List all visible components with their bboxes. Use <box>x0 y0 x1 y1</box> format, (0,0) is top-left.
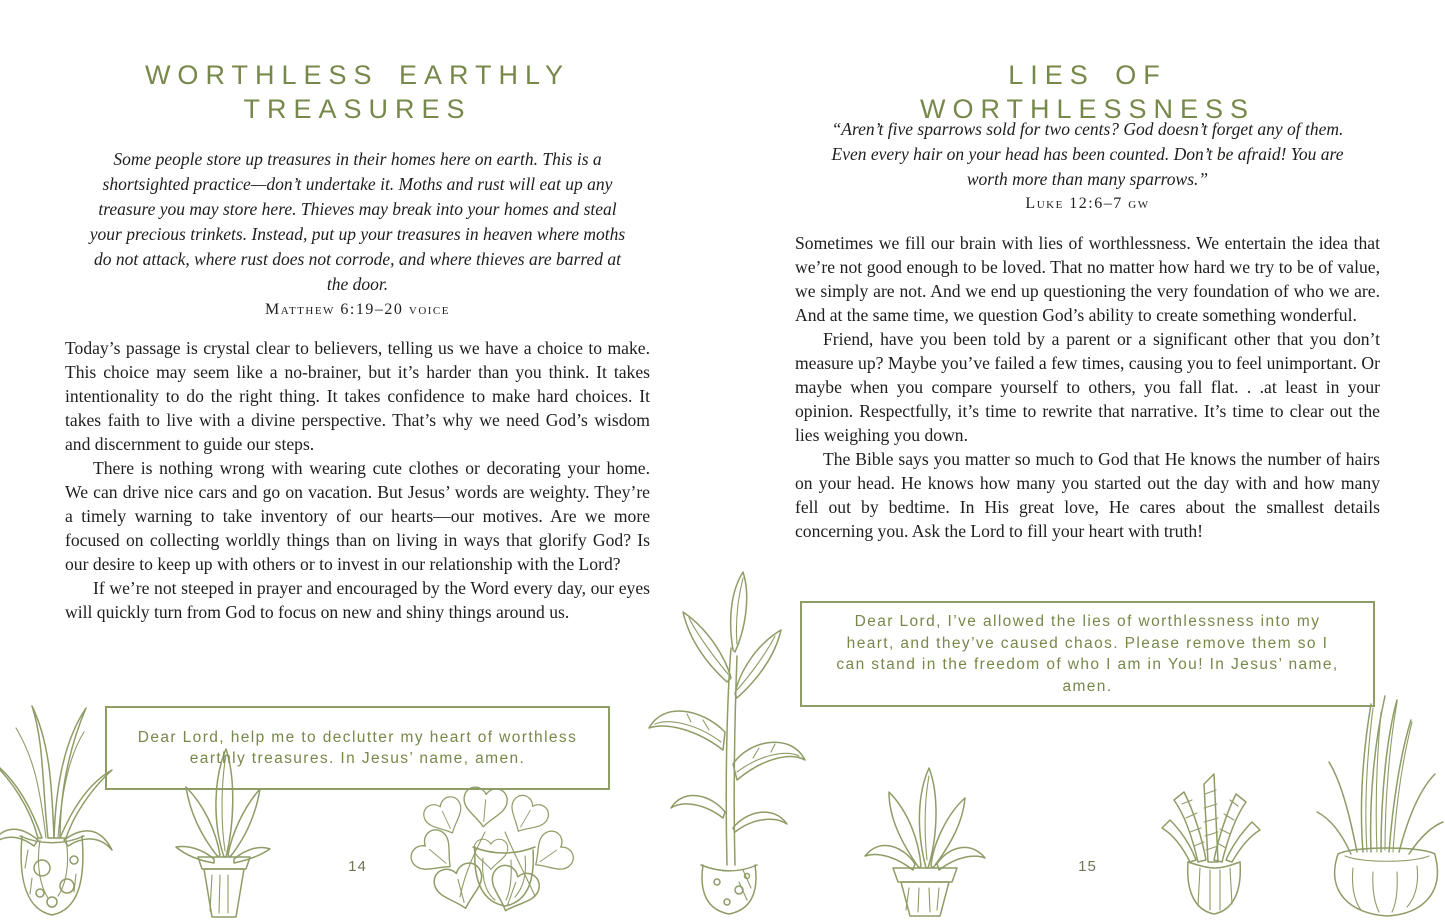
paragraph: Friend, have you been told by a parent or a significant other that you don’t measure up? Maybe you’ve failed a few times, causing you to feel unimportant. Or maybe when you compare yourself to others, you fall flat. . .at least in your opinion. Respectfully, it’s time to rewrite that narrative. It’s time to clear out the lies weighing you down. <box>795 329 1380 445</box>
paragraph: The Bible says you matter so much to God that He knows the number of hairs on your head. He knows how many you started out the day with and how many fell out by bedtime. In His great love, He cares about the smallest details concerning you. Ask the Lord to fill your heart with truth! <box>795 449 1380 541</box>
right-prayer-text: Dear Lord, I’ve allowed the lies of worthlessness into my heart, and they’ve caused chaos. Please remove them so I can stand in the freedom of who I am in You! In Jesus’ name, amen. <box>836 613 1339 695</box>
paragraph: There is nothing wrong with wearing cute clothes or decorating your home. We can drive nice cars and go on vacation. But Jesus’ words are weighty. They’re a timely warning to take inventory of our hearts—our motives. Are we more focused on collecting worldly things than on living in ways that glorify God? Is our desire to keep up with others or to invest in our relationship with the Lord? <box>65 458 650 574</box>
paragraph: If we’re not steeped in prayer and encouraged by the Word every day, our eyes will quickly turn from God to focus on new and shiny things around us. <box>65 578 650 622</box>
left-page-number: 14 <box>348 858 367 875</box>
right-body-text <box>795 231 1380 543</box>
pothos-plant-illustration <box>415 792 570 920</box>
right-page-title: LIES OF WORTHLESSNESS <box>919 60 1256 124</box>
dieffenbachia-plant-illustration <box>643 570 808 920</box>
left-page-title: WORTHLESS EARTHLY TREASURES <box>144 60 571 124</box>
broadleaf-plant-illustration <box>843 752 993 920</box>
right-scripture-epigraph: “Aren’t five sparrows sold for two cents? God doesn’t forget any of them. Even every hair on your head has been counted. Don’t be afraid! You are worth more than many sparrows.” <box>831 119 1344 189</box>
left-scripture-epigraph: Some people store up treasures in their homes here on earth. This is a shortsighted practice—don’t undertake it. Moths and rust will eat up any treasure you may store here. Thieves may break into your homes and steal your precious trinkets. Instead, put up your treasures in heaven where moths do not attack, where rust does not corrode, and where thieves are barred at the door. <box>89 149 626 294</box>
snake-plant-illustration <box>1293 692 1443 920</box>
paragraph: Sometimes we fill our brain with lies of worthlessness. We entertain the idea that we’re not good enough to be loved. That no matter how hard we try to be of value, we simply are not. And we end up questioning the very foundation of who we are. And at the same time, we question God’s ability to create something wonderful. <box>795 233 1380 325</box>
right-prayer-box <box>800 601 1375 707</box>
left-body-text <box>65 336 650 624</box>
right-page-number: 15 <box>1078 858 1097 875</box>
spider-plant-illustration <box>0 688 117 920</box>
left-prayer-box <box>105 706 610 790</box>
left-scripture-citation: Matthew 6:19–20 voice <box>265 301 450 318</box>
paragraph: Today’s passage is crystal clear to believers, telling us we have a choice to make. This choice may seem like a no-brainer, but it’s harder than you think. It takes intentionality to do the right thing. It takes confidence to make hard choices. It takes faith to live with a divine perspective. That’s why we need God’s wisdom and discernment to guide our steps. <box>65 338 650 454</box>
left-prayer-text: Dear Lord, help me to declutter my heart of worthless earthly treasures. In Jesus’ name, amen. <box>137 728 578 767</box>
right-scripture-citation: Luke 12:6–7 gw <box>1025 195 1150 212</box>
zebra-succulent-illustration <box>1152 740 1272 920</box>
